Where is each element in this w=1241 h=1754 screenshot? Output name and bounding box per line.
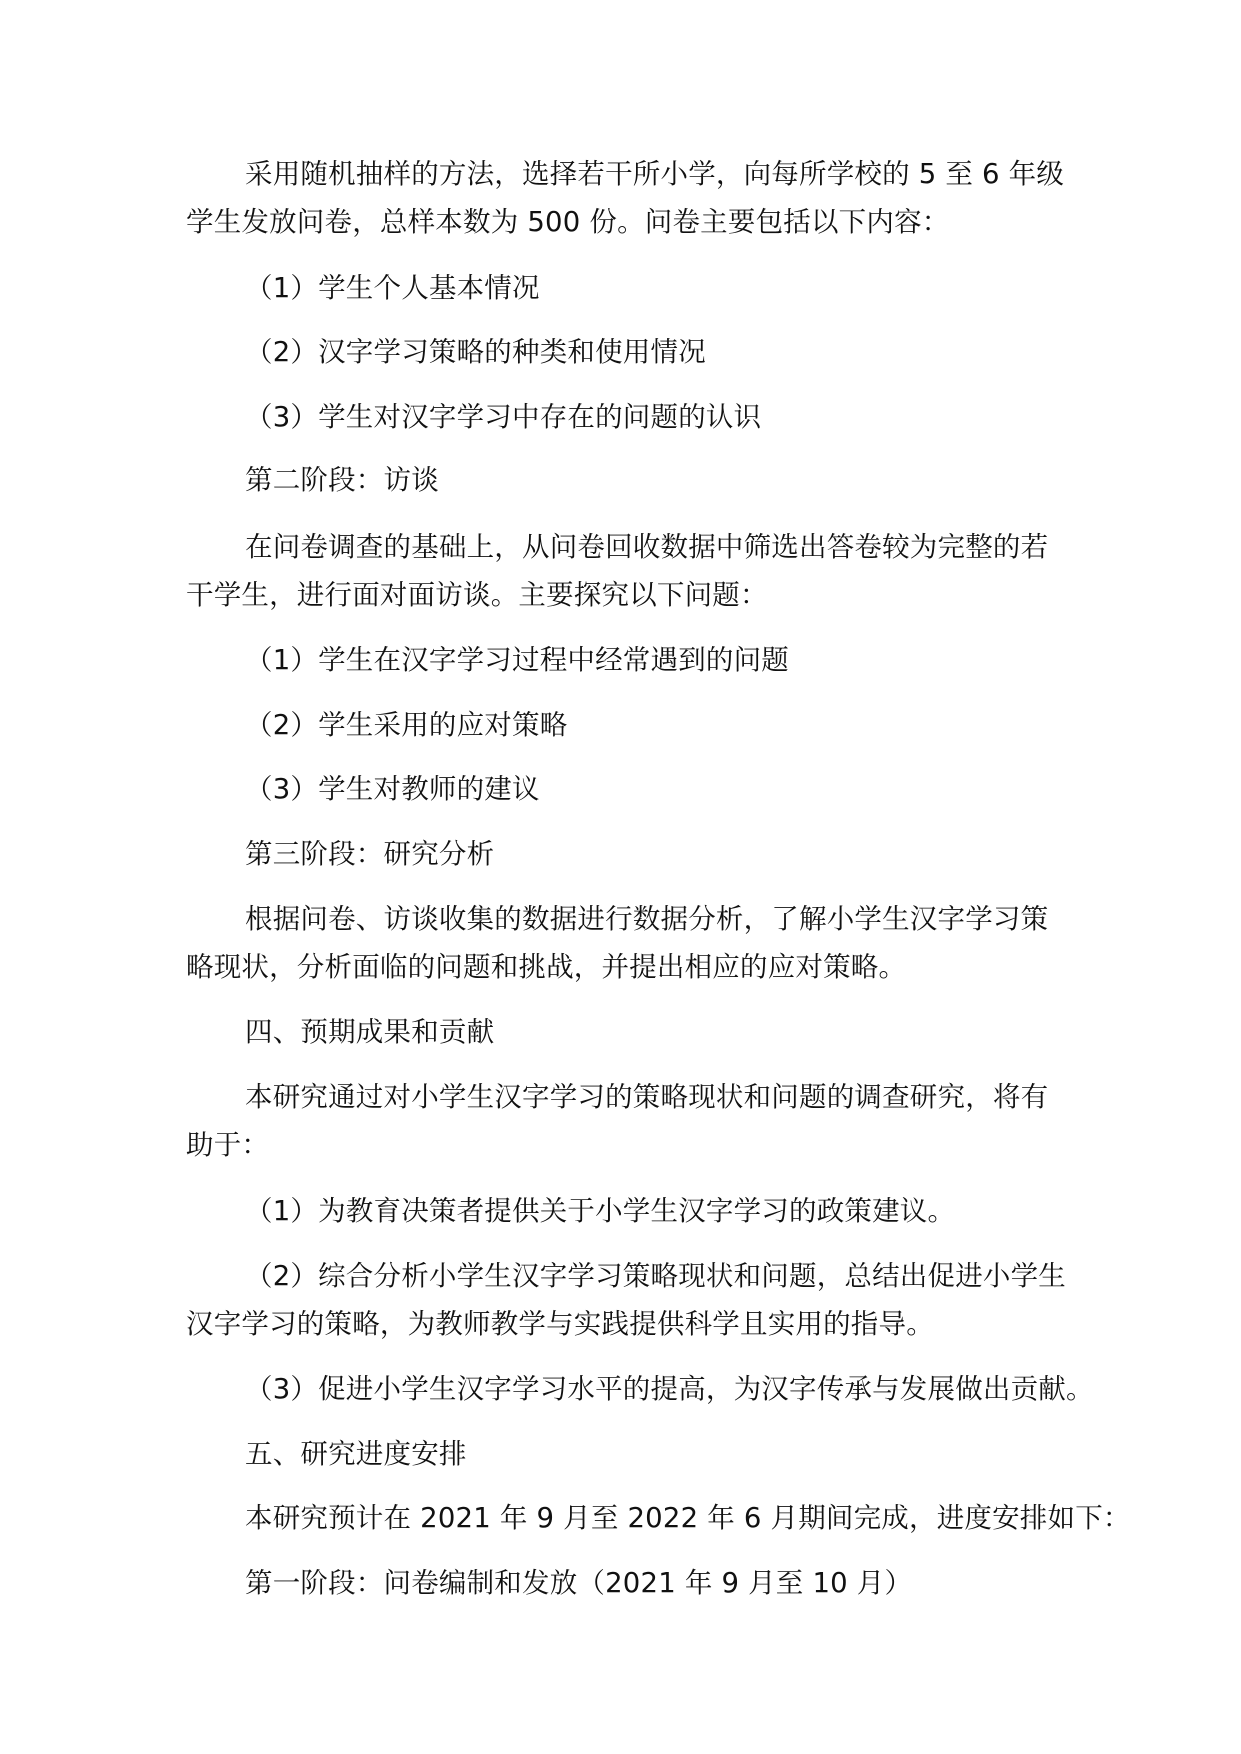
section-heading: 第二阶段：访谈	[245, 464, 439, 496]
paragraph-line: 略现状，分析面临的问题和挑战，并提出相应的应对策略。	[186, 951, 907, 983]
section-heading: 第一阶段：问卷编制和发放（2021 年 9 月至 10 月）	[245, 1567, 913, 1599]
list-item: （3）学生对汉字学习中存在的问题的认识	[245, 401, 762, 433]
paragraph-line: 在问卷调查的基础上，从问卷回收数据中筛选出答卷较为完整的若	[245, 531, 1049, 563]
paragraph-line: 干学生，进行面对面访谈。主要探究以下问题：	[186, 579, 768, 611]
list-item: （1）学生个人基本情况	[245, 272, 540, 304]
paragraph-line: 本研究预计在 2021 年 9 月至 2022 年 6 月期间完成，进度安排如下：	[245, 1502, 1131, 1534]
paragraph-line: 根据问卷、访谈收集的数据进行数据分析，了解小学生汉字学习策	[245, 903, 1049, 935]
paragraph-line: 学生发放问卷，总样本数为 500 份。问卷主要包括以下内容：	[186, 206, 950, 238]
paragraph-line: 助于：	[186, 1129, 270, 1161]
list-item: （1）为教育决策者提供关于小学生汉字学习的政策建议。	[245, 1195, 956, 1227]
list-item: （2）汉字学习策略的种类和使用情况	[245, 336, 706, 368]
list-item: （2）学生采用的应对策略	[245, 709, 568, 741]
list-item: （1）学生在汉字学习过程中经常遇到的问题	[245, 644, 789, 676]
section-heading: 五、研究进度安排	[245, 1438, 467, 1470]
paragraph-line: 采用随机抽样的方法，选择若干所小学，向每所学校的 5 至 6 年级	[245, 158, 1065, 190]
list-item: （3）促进小学生汉字学习水平的提高，为汉字传承与发展做出贡献。	[245, 1373, 1094, 1405]
list-item: （3）学生对教师的建议	[245, 773, 540, 805]
list-item: （2）综合分析小学生汉字学习策略现状和问题，总结出促进小学生	[245, 1260, 1066, 1292]
list-item-continuation: 汉字学习的策略，为教师教学与实践提供科学且实用的指导。	[186, 1308, 934, 1340]
section-heading: 四、预期成果和贡献	[245, 1016, 495, 1048]
paragraph-line: 本研究通过对小学生汉字学习的策略现状和问题的调查研究，将有	[245, 1081, 1049, 1113]
section-heading: 第三阶段：研究分析	[245, 838, 495, 870]
